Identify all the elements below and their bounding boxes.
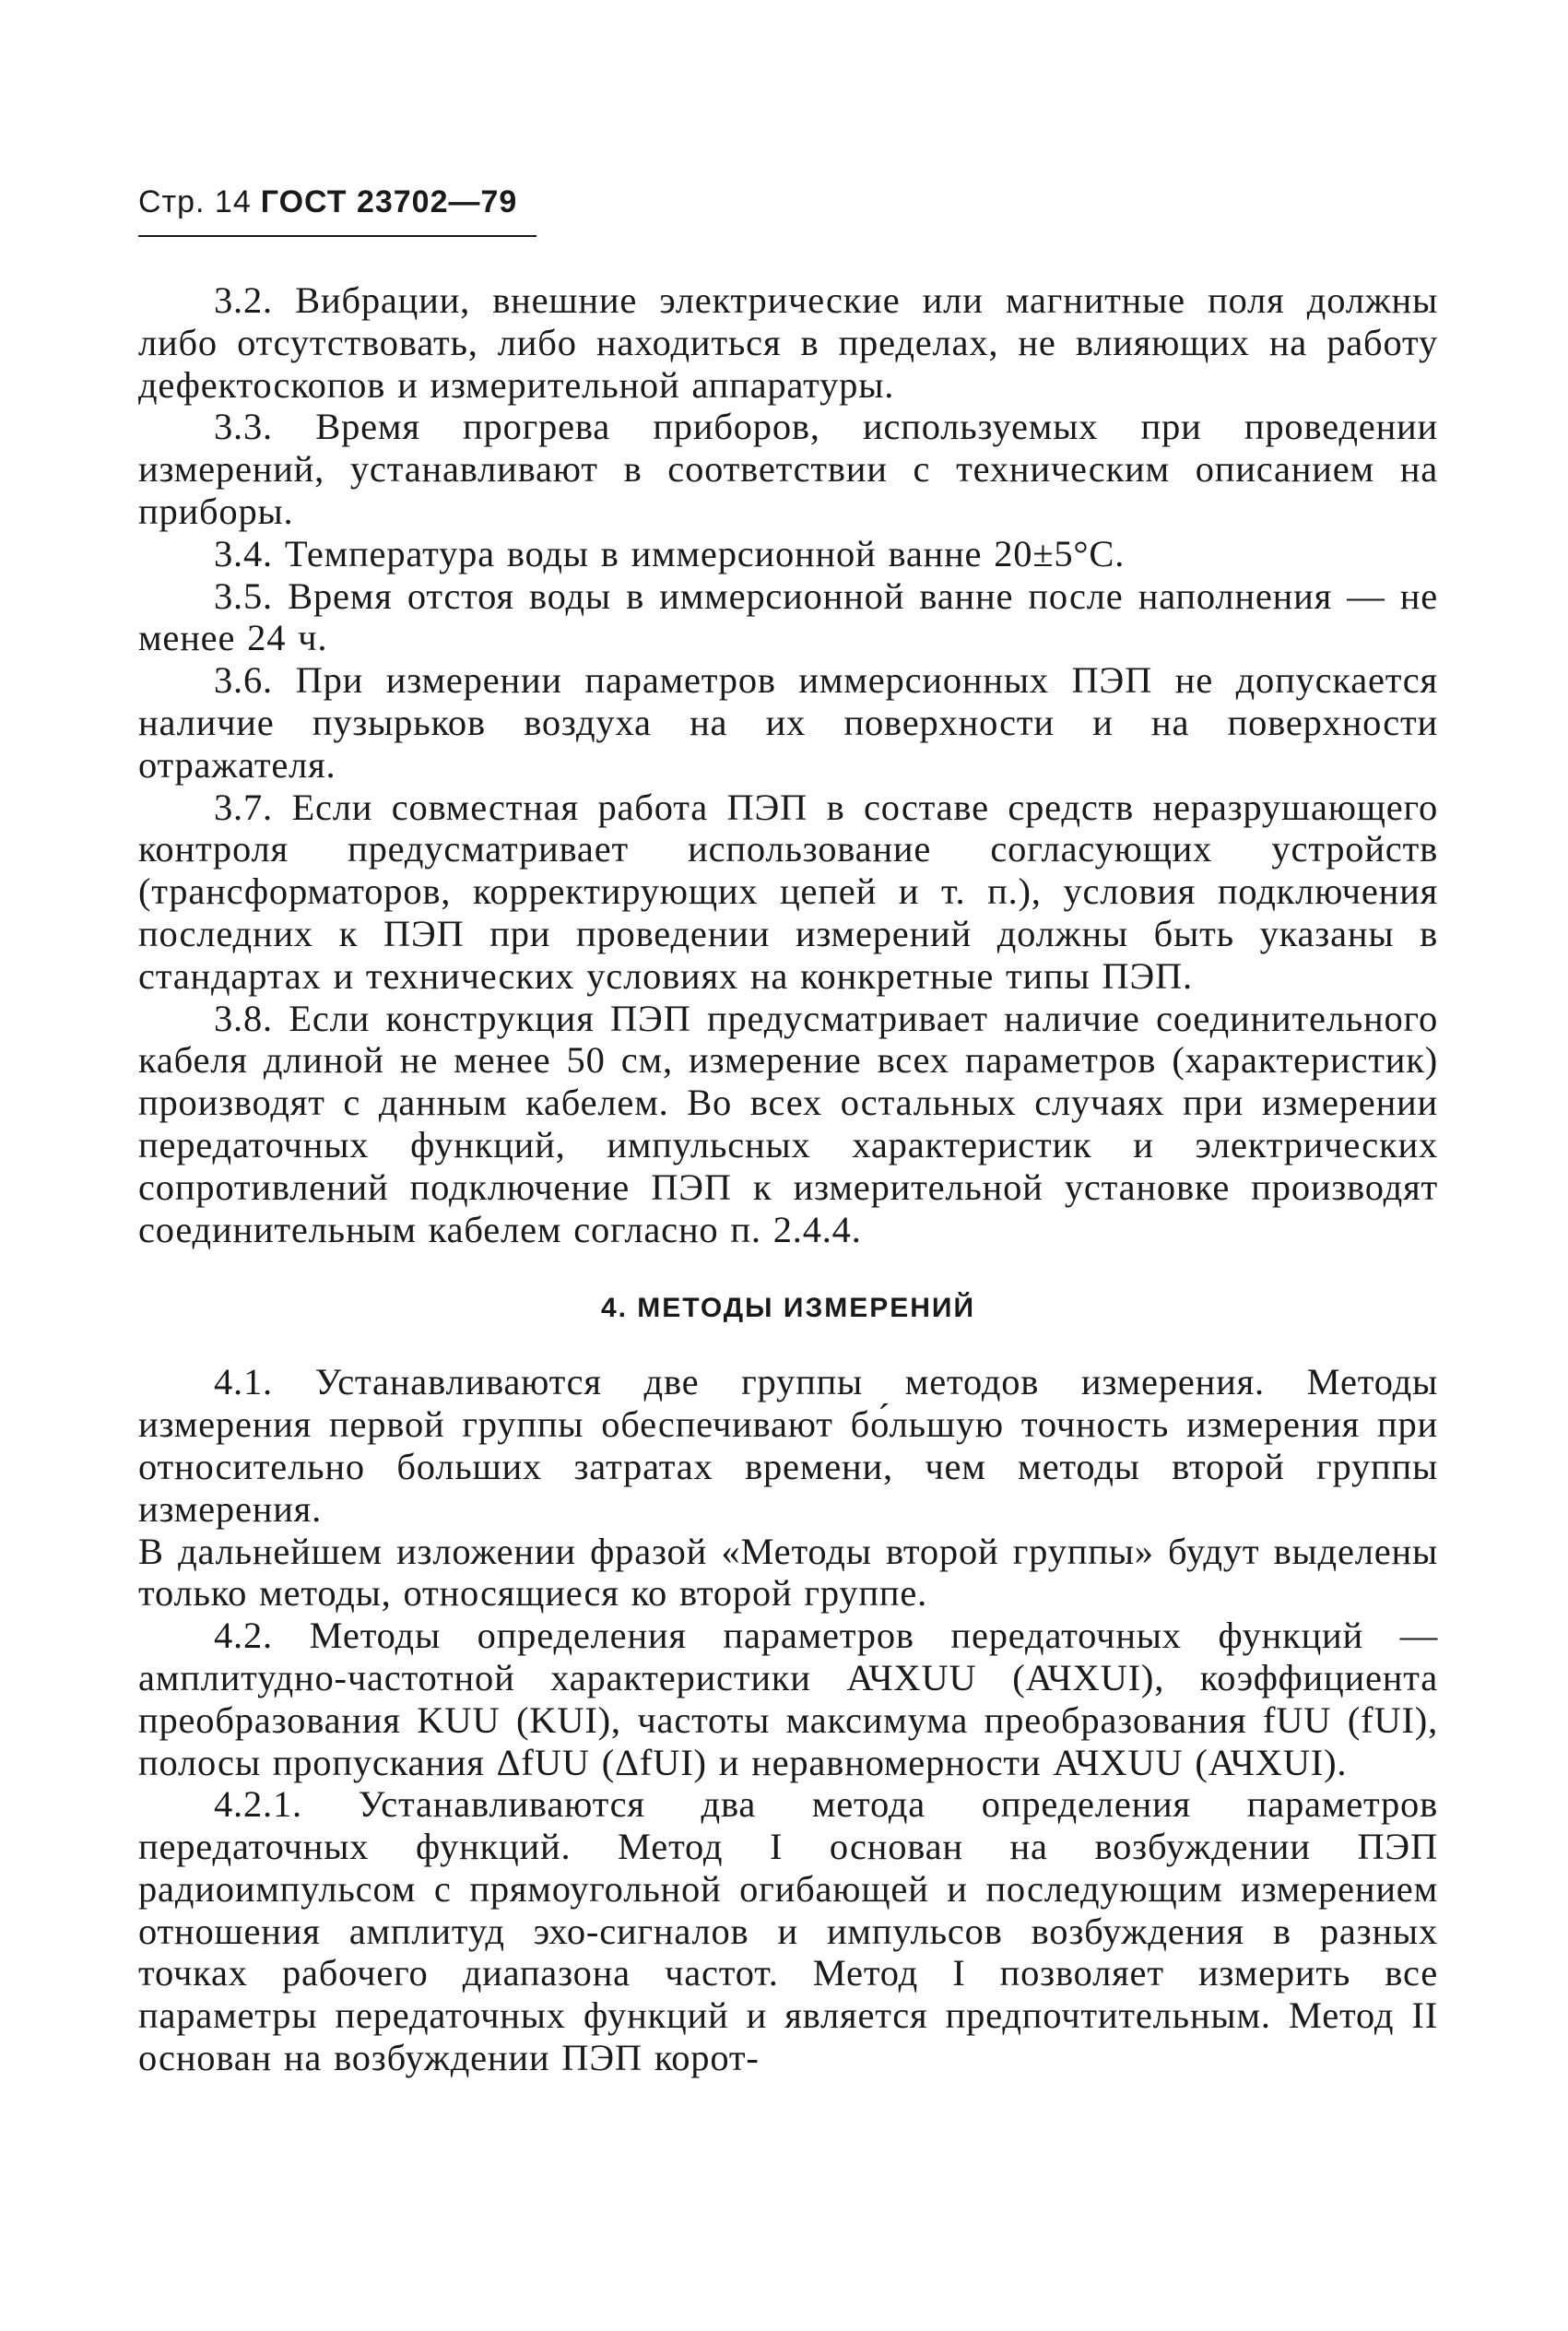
paragraph-3-6: 3.6. При измерении параметров иммерсионных ПЭП не допускается наличие пузырьков воздуха на их поверхности и на поверхности отражателя. [138, 659, 1438, 786]
header-rule [138, 235, 536, 237]
document-page [138, 184, 1438, 2079]
paragraph-4-2: 4.2. Методы определения параметров передаточных функций — амплитудно-частотной характеристики АЧХUU (АЧХUI), коэффициента преобразования KUU (KUI), частоты максимума преобразования fUU (fUI), полосы пропускания ΔfUU (ΔfUI) и неравномерности АЧХUU (АЧХUI). [138, 1615, 1438, 1783]
paragraph-4-2-1: 4.2.1. Устанавливаются два метода определения параметров передаточных функций. Метод I основан на возбуждении ПЭП радиоимпульсом с прямоугольной огибающей и последующим измерением отношения амплитуд эхо-сигналов и импульсов возбуждения в разных точках рабочего диапазона частот. Метод I позволяет измерить все параметры передаточных функций и является предпочтительным. Метод II основан на возбуждении ПЭП корот- [138, 1783, 1438, 2079]
page-header [138, 184, 1438, 237]
section-3 [138, 279, 1438, 1250]
paragraph-3-5: 3.5. Время отстоя воды в иммерсионной ванне после наполнения — не менее 24 ч. [138, 574, 1438, 659]
paragraph-3-8: 3.8. Если конструкция ПЭП предусматривает наличие соединительного кабеля длиной не менее 50 см, измерение всех параметров (характеристик) производят с данным кабелем. Во всех остальных случаях при измерении передаточных функций, импульсных характеристик и электрических сопротивлений подключение ПЭП к измерительной установке производят соединительным кабелем согласно п. 2.4.4. [138, 997, 1438, 1250]
paragraph-3-4: 3.4. Температура воды в иммерсионной ванне 20±5°С. [214, 532, 1126, 574]
section-4 [138, 1361, 1438, 2079]
standard-number: ГОСТ 23702—79 [260, 184, 518, 219]
page-number: Стр. 14 [138, 184, 252, 219]
paragraph-3-3: 3.3. Время прогрева приборов, используемых при проведении измерений, устанавливают в соответствии с техническим описанием на приборы. [138, 406, 1438, 532]
paragraph-4-1-note: В дальнейшем изложении фразой «Методы второй группы» будут выделены только методы, относящиеся ко второй группе. [138, 1530, 1438, 1615]
paragraph-3-7: 3.7. Если совместная работа ПЭП в составе средств неразрушающего контроля предусматривает использование согласующих устройств (трансформаторов, корректирующих цепей и т. п.), условия подключения последних к ПЭП при проведении измерений должны быть указаны в стандартах и технических условиях на конкретные типы ПЭП. [138, 786, 1438, 997]
paragraph-4-1: 4.1. Устанавливаются две группы методов измерения. Методы измерения первой группы обеспечивают бо́льшую точность измерения при относительно больших затратах времени, чем методы второй группы измерения. [138, 1361, 1438, 1530]
section-4-title: 4. МЕТОДЫ ИЗМЕРЕНИЙ [600, 1293, 976, 1324]
paragraph-3-2: 3.2. Вибрации, внешние электрические или магнитные поля должны либо отсутствовать, либо находиться в пределах, не влияющих на работу дефектоскопов и измерительной аппаратуры. [138, 279, 1438, 406]
